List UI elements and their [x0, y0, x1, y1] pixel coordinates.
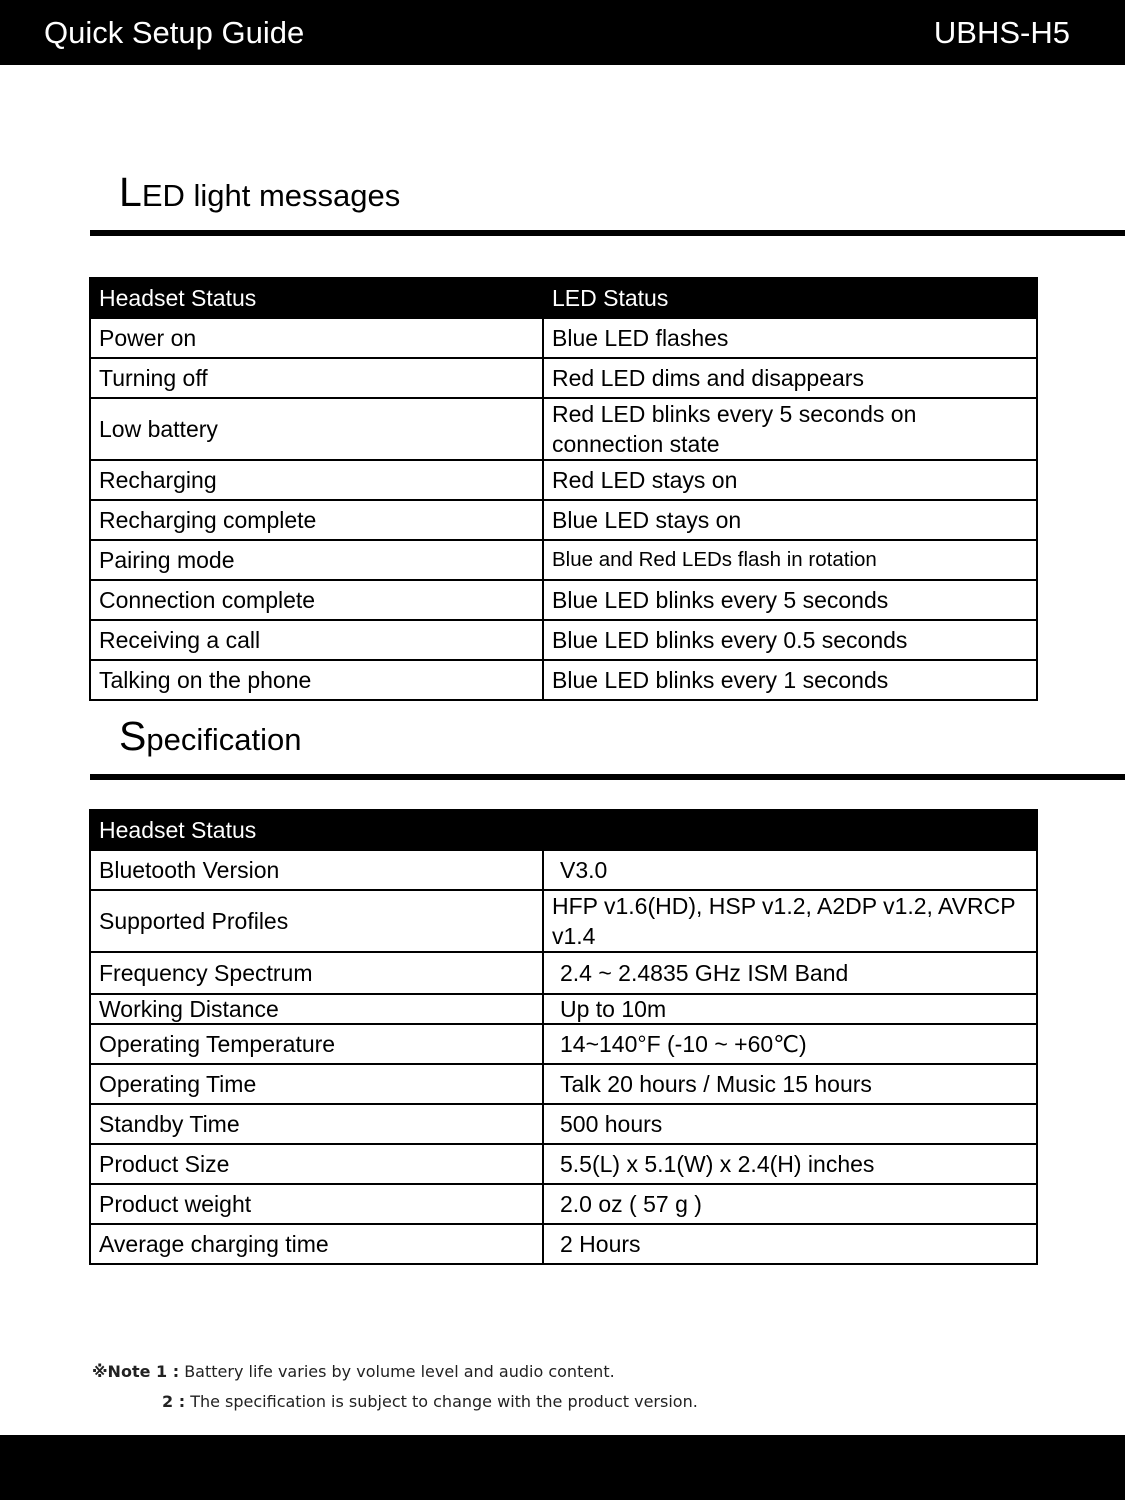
table-row [90, 318, 1037, 358]
led-title-rest: ED light messages [141, 178, 401, 213]
note-2-text: The specification is subject to change with the product version. [190, 1392, 698, 1411]
note-2 [92, 1387, 698, 1417]
table-row [90, 890, 1037, 952]
spec-item-cell: Standby Time [90, 1104, 543, 1144]
table-row [90, 580, 1037, 620]
table-row [90, 500, 1037, 540]
footnotes [92, 1357, 698, 1417]
spec-item-cell: Operating Time [90, 1064, 543, 1104]
note-1-text: Battery life varies by volume level and audio content. [184, 1362, 615, 1381]
spec-value-cell: V3.0 [543, 850, 1037, 890]
spec-value-cell: 14~140°F (-10 ~ +60℃) [543, 1024, 1037, 1064]
status-cell: Connection complete [90, 580, 543, 620]
spec-item-cell: Product weight [90, 1184, 543, 1224]
column-header-led-status: LED Status [543, 278, 1037, 318]
table-row [90, 460, 1037, 500]
table-row [90, 1064, 1037, 1104]
spec-item-cell: Average charging time [90, 1224, 543, 1264]
note-1 [92, 1357, 698, 1387]
status-cell: Talking on the phone [90, 660, 543, 700]
led-section-title [119, 169, 401, 216]
spec-value-cell: HFP v1.6(HD), HSP v1.2, A2DP v1.2, AVRCP v1.4 [543, 890, 1037, 952]
table-row [90, 1024, 1037, 1064]
led-cell: Blue LED blinks every 0.5 seconds [543, 620, 1037, 660]
note-2-label: 2 : [162, 1392, 186, 1411]
table-row [90, 620, 1037, 660]
spec-value-cell: 2 Hours [543, 1224, 1037, 1264]
table-row [90, 952, 1037, 994]
table-row [90, 398, 1037, 460]
spec-table-header [90, 810, 1037, 850]
table-row [90, 1144, 1037, 1184]
spec-value-cell: 2.0 oz ( 57 g ) [543, 1184, 1037, 1224]
status-cell: Power on [90, 318, 543, 358]
spec-item-cell: Frequency Spectrum [90, 952, 543, 994]
led-title-initial: L [119, 169, 142, 215]
table-row [90, 660, 1037, 700]
status-cell: Low battery [90, 398, 543, 460]
led-cell: Blue and Red LEDs flash in rotation [543, 540, 1037, 580]
status-cell: Recharging [90, 460, 543, 500]
led-section-rule [90, 230, 1125, 236]
spec-header-cell: Headset Status [90, 810, 1037, 850]
led-table-header [90, 278, 1037, 318]
guide-title: Quick Setup Guide [44, 15, 305, 50]
led-cell: Blue LED blinks every 1 seconds [543, 660, 1037, 700]
column-header-headset-status: Headset Status [90, 278, 543, 318]
spec-item-cell: Product Size [90, 1144, 543, 1184]
status-cell: Turning off [90, 358, 543, 398]
table-row [90, 1104, 1037, 1144]
spec-section-rule [90, 774, 1125, 780]
note-1-label: ※Note 1 : [92, 1362, 180, 1381]
led-status-table [89, 277, 1038, 701]
table-row [90, 540, 1037, 580]
spec-title-initial: S [119, 713, 147, 759]
spec-value-cell: Up to 10m [543, 994, 1037, 1024]
spec-title-rest: pecification [146, 722, 302, 757]
status-cell: Receiving a call [90, 620, 543, 660]
status-cell: Pairing mode [90, 540, 543, 580]
spec-item-cell: Supported Profiles [90, 890, 543, 952]
table-row [90, 358, 1037, 398]
table-row [90, 994, 1037, 1024]
led-cell: Blue LED flashes [543, 318, 1037, 358]
led-cell: Blue LED stays on [543, 500, 1037, 540]
status-cell: Recharging complete [90, 500, 543, 540]
header-bar [0, 0, 1125, 65]
led-cell: Red LED dims and disappears [543, 358, 1037, 398]
spec-value-cell: 2.4 ~ 2.4835 GHz ISM Band [543, 952, 1037, 994]
spec-value-cell: 500 hours [543, 1104, 1037, 1144]
table-row [90, 1224, 1037, 1264]
spec-item-cell: Bluetooth Version [90, 850, 543, 890]
specification-table [89, 809, 1038, 1265]
table-row [90, 1184, 1037, 1224]
footer-bar [0, 1435, 1125, 1500]
led-cell: Red LED blinks every 5 seconds on connection state [543, 398, 1037, 460]
led-cell: Red LED stays on [543, 460, 1037, 500]
spec-item-cell: Working Distance [90, 994, 543, 1024]
spec-value-cell: Talk 20 hours / Music 15 hours [543, 1064, 1037, 1104]
spec-value-cell: 5.5(L) x 5.1(W) x 2.4(H) inches [543, 1144, 1037, 1184]
spec-item-cell: Operating Temperature [90, 1024, 543, 1064]
model-name: UBHS-H5 [933, 15, 1070, 50]
spec-section-title [119, 713, 302, 760]
led-cell: Blue LED blinks every 5 seconds [543, 580, 1037, 620]
table-row [90, 850, 1037, 890]
